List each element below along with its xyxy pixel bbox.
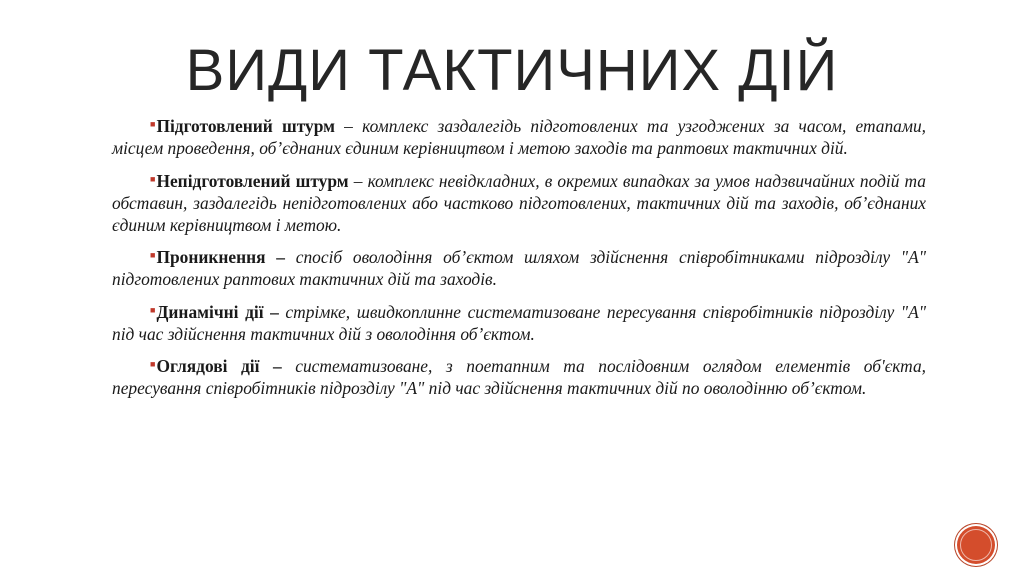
list-item [112,168,926,236]
item-definition: стрімке, швидкоплинне систематизоване пересування співробітників підрозділу "А" під час здійснення тактичних дій з оволодіння об’єктом. [112,301,926,344]
item-term: Проникнення – [156,247,286,267]
item-definition: спосіб оволодіння об’єктом шляхом здійснення співробітниками підрозділу "А" підготовлених раптових тактичних дій та заходів. [112,247,927,289]
square-bullet-icon: ■ [150,173,156,184]
list-item [112,244,926,290]
slide-content [112,113,926,408]
item-definition: систематизоване, з поетапним та послідовним оглядом елементів об'єкта, пересування співробітників підрозділу "А" під час здійснення тактичних дій по оволодінню об’єктом. [112,356,926,398]
slide-title: ВИДИ ТАКТИЧНИХ ДІЙ [185,38,839,103]
list-item [112,353,926,399]
item-term: Непідготовлений штурм [156,170,349,191]
item-definition: – комплекс невідкладних, в окремих випадках за умов надзвичайних подій та обставин, заздалегідь непідготовлених або частково підготовлених, тактичних дій та заходів, об’єднаних єдиним керівництвом і метою. [112,170,926,235]
square-bullet-icon: ■ [150,304,156,315]
square-bullet-icon: ■ [150,250,156,260]
list-item [112,113,926,159]
item-term: Підготовлений штурм [156,116,335,136]
nav-circle-ring [960,529,992,561]
list-item [112,299,926,345]
square-bullet-icon: ■ [150,359,156,369]
item-term: Динамічні дії – [156,301,279,322]
square-bullet-icon: ■ [150,119,156,129]
nav-circle-icon[interactable] [957,526,995,564]
item-definition: – комплекс заздалегідь підготовлених та узгоджених за часом, етапами, місцем проведення, об’єднаних єдиним керівництвом і метою заходів та раптових тактичних дій. [112,116,927,158]
item-term: Оглядові дії – [156,356,282,376]
